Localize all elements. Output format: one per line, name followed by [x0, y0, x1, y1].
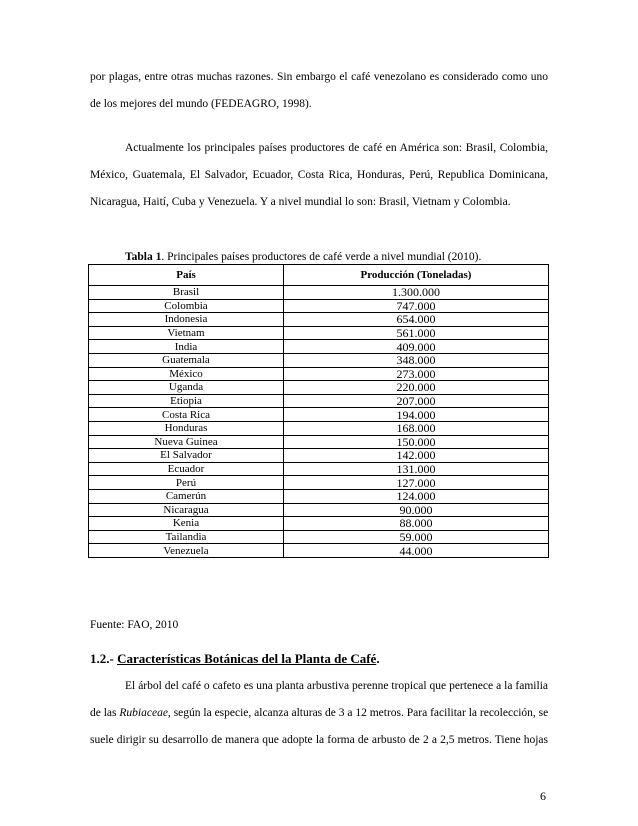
production-cell: 273.000 — [284, 367, 549, 381]
paragraph-line: suele dirigir su desarrollo de manera que adopte la forma de arbusto de 2 a 2,5 metros. Tiene hojas — [90, 734, 548, 746]
country-cell: Nicaragua — [89, 503, 284, 517]
production-cell: 59.000 — [284, 530, 549, 544]
production-cell: 90.000 — [284, 503, 549, 517]
section-title: Características Botánicas del la Planta de Café — [117, 651, 377, 666]
table-header-row — [89, 265, 549, 286]
table-row — [89, 435, 549, 449]
table-row — [89, 530, 549, 544]
production-cell: 168.000 — [284, 421, 549, 435]
paragraph-line: de los mejores del mundo (FEDEAGRO, 1998). — [90, 98, 312, 110]
country-cell: Camerún — [89, 489, 284, 503]
country-cell: Nueva Guinea — [89, 435, 284, 449]
country-cell: Kenia — [89, 517, 284, 531]
table-row — [89, 381, 549, 395]
italic-term: Rubiaceae, — [119, 707, 171, 719]
table-row — [89, 299, 549, 313]
country-cell: Ecuador — [89, 462, 284, 476]
country-cell: Brasil — [89, 286, 284, 300]
table-row — [89, 313, 549, 327]
country-cell: Colombia — [89, 299, 284, 313]
paragraph-line: Nicaragua, Haití, Cuba y Venezuela. Y a nivel mundial lo son: Brasil, Vietnam y Colombia. — [90, 196, 511, 208]
country-cell: Uganda — [89, 381, 284, 395]
production-cell: 348.000 — [284, 353, 549, 367]
table-row — [89, 544, 549, 558]
table-source: Fuente: FAO, 2010 — [90, 619, 179, 631]
production-cell: 207.000 — [284, 394, 549, 408]
country-cell: Etiopia — [89, 394, 284, 408]
paragraph-line: El árbol del café o cafeto es una planta arbustiva perenne tropical que pertenece a la familia — [125, 680, 548, 692]
paragraph-line: México, Guatemala, El Salvador, Ecuador, Costa Rica, Honduras, Perú, Republica Dominicana, — [90, 169, 548, 181]
country-cell: El Salvador — [89, 449, 284, 463]
header-country: País — [89, 265, 284, 286]
production-cell: 88.000 — [284, 517, 549, 531]
page-number: 6 — [540, 789, 546, 803]
table-row — [89, 517, 549, 531]
production-cell: 124.000 — [284, 489, 549, 503]
country-cell: Vietnam — [89, 326, 284, 340]
table-caption-label: Tabla 1 — [125, 251, 162, 263]
production-cell: 1.300.000 — [284, 286, 549, 300]
table-row — [89, 326, 549, 340]
country-cell: Costa Rica — [89, 408, 284, 422]
production-cell: 194.000 — [284, 408, 549, 422]
table-row — [89, 353, 549, 367]
table-row — [89, 476, 549, 490]
production-cell: 44.000 — [284, 544, 549, 558]
table-row — [89, 503, 549, 517]
production-cell: 142.000 — [284, 449, 549, 463]
line-prefix: de las — [90, 707, 120, 719]
table-row — [89, 408, 549, 422]
table-row — [89, 421, 549, 435]
section-suffix: . — [376, 651, 380, 666]
production-cell: 150.000 — [284, 435, 549, 449]
table-row — [89, 449, 549, 463]
section-heading — [90, 651, 380, 667]
paragraph-line: por plagas, entre otras muchas razones. Sin embargo el café venezolano es considerado como uno — [90, 71, 548, 83]
country-cell: Indonesia — [89, 313, 284, 327]
table-row — [89, 462, 549, 476]
paragraph-line — [90, 706, 548, 721]
table-caption-text: . Principales países productores de café verde a nivel mundial (2010). — [161, 251, 482, 263]
header-production: Producción (Toneladas) — [284, 265, 549, 286]
table-caption — [125, 251, 481, 263]
country-cell: México — [89, 367, 284, 381]
table-row — [89, 340, 549, 354]
production-table — [88, 264, 549, 558]
country-cell: Venezuela — [89, 544, 284, 558]
table-row — [89, 394, 549, 408]
production-cell: 561.000 — [284, 326, 549, 340]
line-suffix: según la especie, alcanza alturas de 3 a 12 metros. Para facilitar la recolección, se — [170, 707, 549, 719]
production-cell: 220.000 — [284, 381, 549, 395]
paragraph-line: Actualmente los principales países productores de café en América son: Brasil, Colombia, — [125, 142, 548, 154]
production-cell: 747.000 — [284, 299, 549, 313]
country-cell: Tailandia — [89, 530, 284, 544]
table-row — [89, 367, 549, 381]
country-cell: Guatemala — [89, 353, 284, 367]
production-cell: 127.000 — [284, 476, 549, 490]
country-cell: India — [89, 340, 284, 354]
section-number: 1.2.- — [90, 651, 114, 666]
country-cell: Honduras — [89, 421, 284, 435]
production-cell: 131.000 — [284, 462, 549, 476]
production-cell: 654.000 — [284, 313, 549, 327]
table-row — [89, 286, 549, 300]
table-row — [89, 489, 549, 503]
production-cell: 409.000 — [284, 340, 549, 354]
table-body — [89, 286, 549, 558]
country-cell: Perú — [89, 476, 284, 490]
